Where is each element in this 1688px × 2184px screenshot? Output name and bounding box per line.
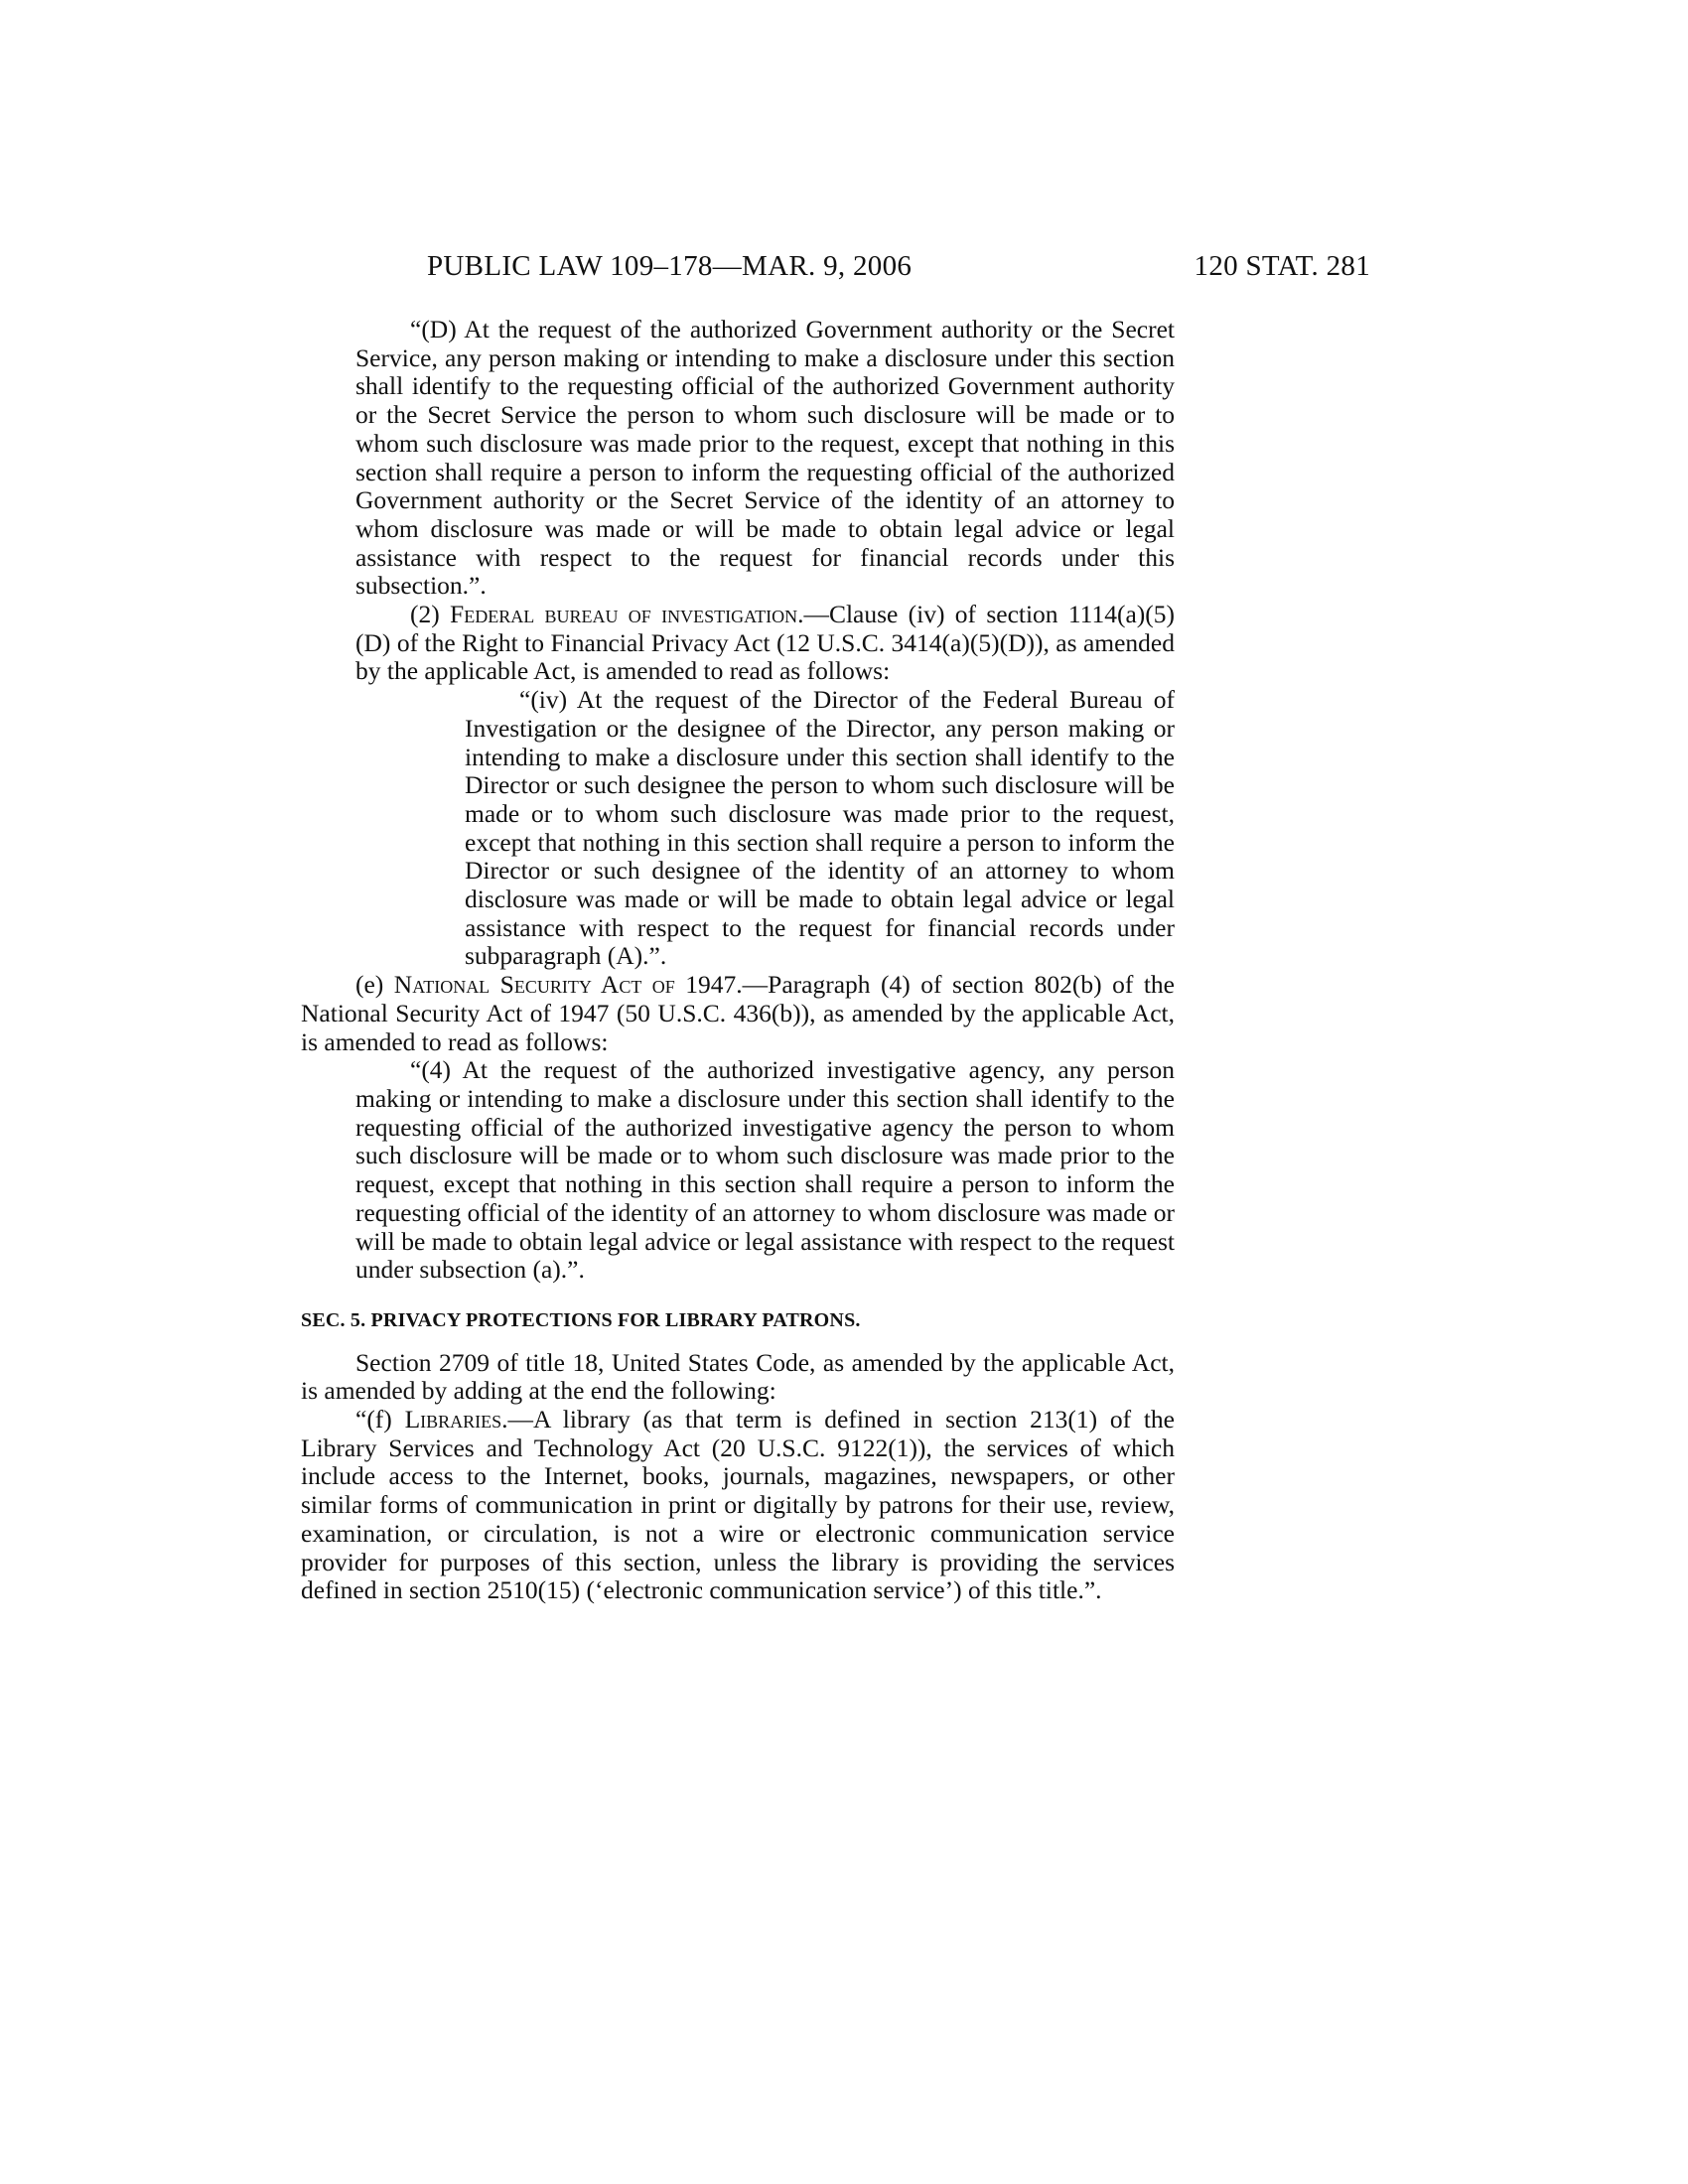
paragraph-heading: Federal bureau of investigation xyxy=(450,600,798,629)
subsection-e xyxy=(301,971,1175,1056)
clause-iv: “(iv) At the request of the Director of the Federal Bureau of Investigation or the designee of the Director, any person making or intending to make a disclosure under this section shall identify to the Director or such designee the person to whom such disclosure will be made or to whom such disclosure was made prior to the request, except that nothing in this section shall require a person to inform the Director or such designee of the identity of an attorney to whom disclosure was made or will be made to obtain legal advice or legal assistance with respect to the request for financial records under subparagraph (A).”. xyxy=(465,685,1175,971)
paragraph-4: “(4) At the request of the authorized investigative agency, any person making or intending to make a disclosure under this section shall identify to the requesting official of the authorized investigative agency the person to whom such disclosure will be made or to whom such disclosure was made prior to the request, except that nothing in this section shall require a person to inform the requesting official of the identity of an attorney to whom disclosure was made or will be made to obtain legal advice or legal assistance with respect to the request under subsection (a).”. xyxy=(355,1055,1175,1285)
subsection-heading: Libraries xyxy=(404,1405,502,1434)
running-title: PUBLIC LAW 109–178—MAR. 9, 2006 xyxy=(427,250,913,282)
paragraph-number: (2) xyxy=(410,600,451,629)
section-5-intro: Section 2709 of title 18, United States Code, as amended by the applicable Act, is amended by adding at the end the following: xyxy=(301,1347,1175,1406)
section-5-heading: SEC. 5. PRIVACY PROTECTIONS FOR LIBRARY PATRONS. xyxy=(301,1308,861,1331)
subsection-number: (e) xyxy=(355,970,394,1000)
subsection-heading: National Security Act of xyxy=(393,970,675,1000)
subsection-text: .—A library (as that term is defined in section 213(1) of the Library Services and Technology Act (20 U.S.C. 9122(1)), the services of which include access to the Internet, books, journals, magazines, newspapers, or other similar forms of communication in print or digitally by patrons for their use, review, examination, or circulation, is not a wire or electronic communication service provider for purposes of this section, unless the library is providing the services defined in section 2510(15) (‘electronic communication service’) of this title.”. xyxy=(301,1405,1176,1605)
statute-page-number: 120 STAT. 281 xyxy=(1194,250,1370,282)
subsection-text: 1947.—Paragraph (4) of section 802(b) of the National Security Act of 1947 (50 U.S.C. 436(b)), as amended by the applicable Act, is amended to read as follows: xyxy=(301,970,1175,1056)
paragraph-d: “(D) At the request of the authorized Government authority or the Secret Service, any person making or intending to make a disclosure under this section shall identify to the requesting official of the authorized Government authority or the Secret Service the person to whom such disclosure will be made or to whom such disclosure was made prior to the request, except that nothing in this section shall require a person to inform the requesting official of the authorized Government authority or the Secret Service of the identity of an attorney to whom disclosure was made or will be made to obtain legal advice or legal assistance with respect to the request for financial records under this subsection.”. xyxy=(355,315,1175,601)
paragraph-text: .—Clause (iv) of section 1114(a)(5)(D) of the Right to Financial Privacy Act (12 U.S.C. 3414(a)(5)(D)), as amended by the applicable Act, is amended to read as follows: xyxy=(355,600,1175,686)
subsection-f-libraries xyxy=(301,1406,1175,1605)
paragraph-2-fbi xyxy=(355,601,1175,686)
document-body xyxy=(301,316,1175,1605)
page-header xyxy=(427,250,1370,290)
subsection-number: “(f) xyxy=(355,1405,405,1434)
